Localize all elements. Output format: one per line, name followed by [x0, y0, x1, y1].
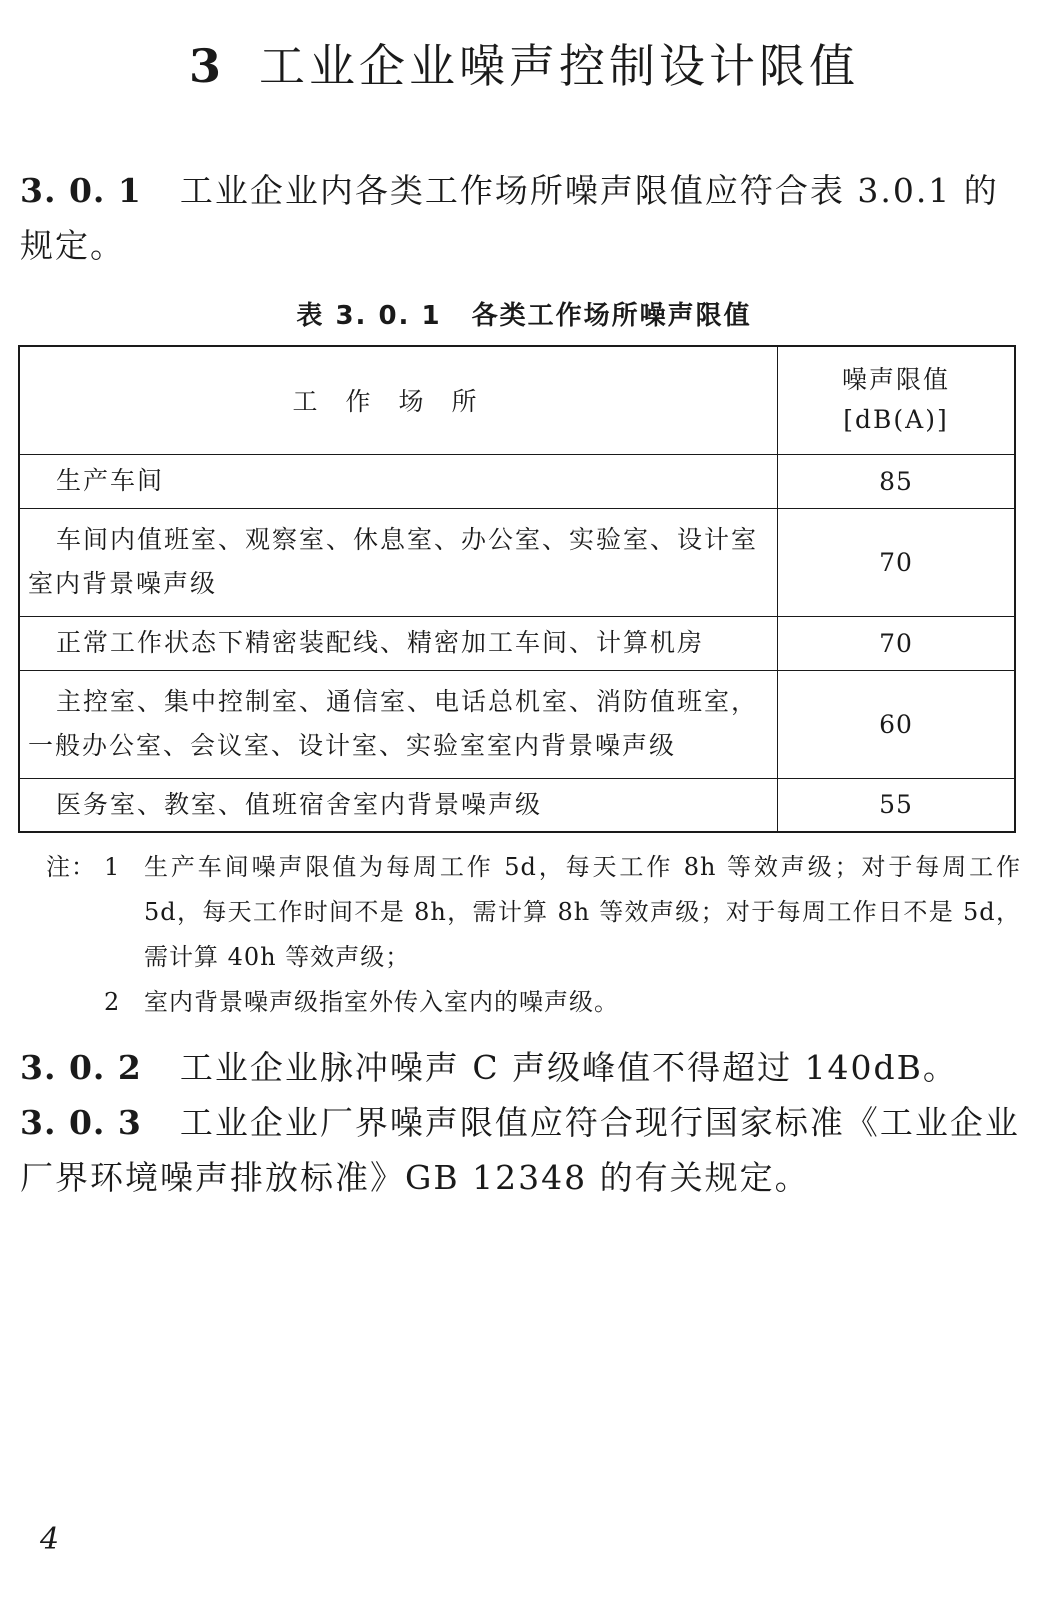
chapter-title-text: 工业企业噪声控制设计限值: [259, 39, 859, 93]
table-caption-title: 各类工作场所噪声限值: [471, 301, 752, 331]
table-caption-number: 表 3. 0. 1: [296, 301, 442, 331]
header-limit-line2: [dB(A)]: [843, 405, 949, 435]
row-limit: 85: [778, 454, 1016, 508]
row-limit: 55: [778, 778, 1016, 832]
clause-3-0-3: [20, 1095, 1020, 1205]
row-place-text: 医务室、教室、值班宿舍室内背景噪声级: [56, 789, 543, 819]
note-number: 1: [104, 853, 121, 881]
table-row: [19, 778, 1015, 832]
note-number: 2: [104, 988, 121, 1016]
row-place-text: 车间内值班室、观察室、休息室、办公室、实验室、设计室室内背景噪声级: [28, 525, 759, 598]
row-place-text: 生产车间: [56, 466, 165, 495]
table-notes: [46, 845, 1021, 1025]
clause-text: 工业企业内各类工作场所噪声限值应符合表 3.0.1 的规定。: [20, 171, 999, 265]
row-place: [19, 670, 778, 778]
table-header-row: [19, 346, 1015, 454]
row-place-text: 主控室、集中控制室、通信室、电话总机室、消防值班室，一般办公室、会议室、设计室、实验室室内背景噪声级: [28, 687, 759, 760]
note-item: [46, 845, 1021, 980]
note-item: [46, 980, 1021, 1025]
clause-number: 3. 0. 2: [20, 1048, 142, 1087]
header-place: 工作场所: [19, 346, 778, 454]
row-place: [19, 778, 778, 832]
row-place: [19, 454, 778, 508]
table-row: [19, 508, 1015, 616]
note-text: 室内背景噪声级指室外传入室内的噪声级。: [144, 988, 619, 1016]
clause-text: 工业企业厂界噪声限值应符合现行国家标准《工业企业厂界环境噪声排放标准》GB 12348 的有关规定。: [20, 1103, 1020, 1197]
header-limit: [778, 346, 1016, 454]
clause-3-0-2: [20, 1040, 1020, 1095]
row-place-text: 正常工作状态下精密装配线、精密加工车间、计算机房: [56, 628, 705, 657]
table-caption: [0, 295, 1048, 332]
page-number: 4: [40, 1522, 60, 1557]
noise-limit-table: [18, 345, 1016, 833]
clause-text: 工业企业脉冲噪声 C 声级峰值不得超过 140dB。: [179, 1048, 958, 1087]
table-row: [19, 454, 1015, 508]
header-limit-line1: 噪声限值: [841, 365, 950, 395]
table-row: [19, 616, 1015, 670]
chapter-title: [0, 30, 1048, 96]
row-limit: 60: [778, 670, 1016, 778]
row-place: [19, 616, 778, 670]
row-limit: 70: [778, 508, 1016, 616]
note-text: 生产车间噪声限值为每周工作 5d，每天工作 8h 等效声级；对于每周工作 5d，每天工作时间不是 8h，需计算 8h 等效声级；对于每周工作日不是 5d，需计算 40h 等效声级；: [144, 853, 1021, 971]
notes-label: 注：: [46, 853, 96, 881]
table-row: [19, 670, 1015, 778]
chapter-number: 3: [188, 39, 225, 93]
clause-number: 3. 0. 1: [20, 171, 142, 210]
row-place: [19, 508, 778, 616]
clause-number: 3. 0. 3: [20, 1103, 142, 1142]
clause-3-0-1: [20, 163, 1020, 273]
row-limit: 70: [778, 616, 1016, 670]
